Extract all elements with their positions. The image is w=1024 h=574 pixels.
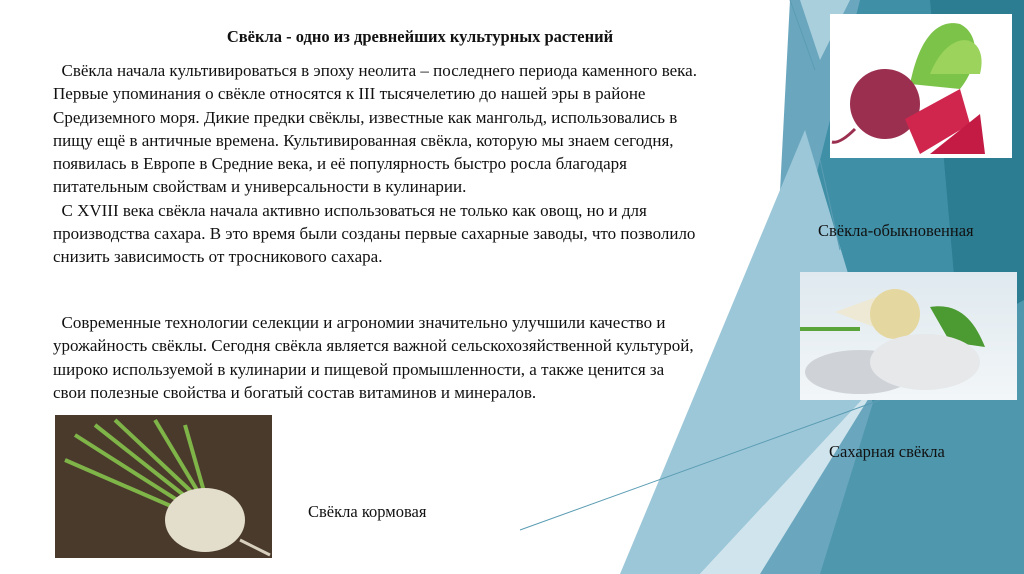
modern-paragraph <box>53 311 694 404</box>
text-line: свои полезные свойства и богатый состав витаминов и минералов. <box>53 382 537 402</box>
text-line: питательным свойствам и универсальности в кулинарии. <box>53 177 467 197</box>
text-line: Первые упоминания о свёкле относятся к III тысячелетию до нашей эры в районе <box>53 84 646 104</box>
slide-title: Свёкла - одно из древнейших культурных растений <box>226 27 614 46</box>
fodder-beet-image <box>55 415 272 558</box>
fodder-beet-caption: Свёкла кормовая <box>308 502 427 521</box>
text-line: Современные технологии селекции и агрономии значительно улучшили качество и <box>53 313 666 332</box>
text-line: снизить зависимость от тросникового сахара. <box>53 247 383 267</box>
text-line: пищу ещё в античные времена. Культивированная свёкла, которую мы знаем сегодня, <box>53 130 674 150</box>
common-beet-image <box>830 14 1012 158</box>
text-line: появилась в Европе в Средние века, и её популярность быстро росла благодаря <box>53 154 627 174</box>
text-line: широко используемой в кулинарии и пищевой промышленности, а также ценится за <box>53 359 665 379</box>
text-line: Средиземного моря. Дикие предки свёклы, известные как мангольд, использовались в <box>53 107 678 127</box>
text-line: С XVIII века свёкла начала активно использоваться не только как овощ, но и для <box>53 200 647 220</box>
sugar-beet-image <box>800 272 1017 400</box>
text-line: Свёкла начала культивироваться в эпоху неолита – последнего периода каменного века. <box>53 61 697 80</box>
sugar-beet-caption: Сахарная свёкла <box>829 442 945 461</box>
text-line: урожайность свёклы. Сегодня свёкла является важной сельскохозяйственной культурой, <box>53 336 694 356</box>
history-paragraph <box>53 59 697 269</box>
text-line: производства сахара. В это время были созданы первые сахарные заводы, что позволило <box>53 224 696 244</box>
common-beet-caption: Свёкла-обыкновенная <box>818 221 974 240</box>
